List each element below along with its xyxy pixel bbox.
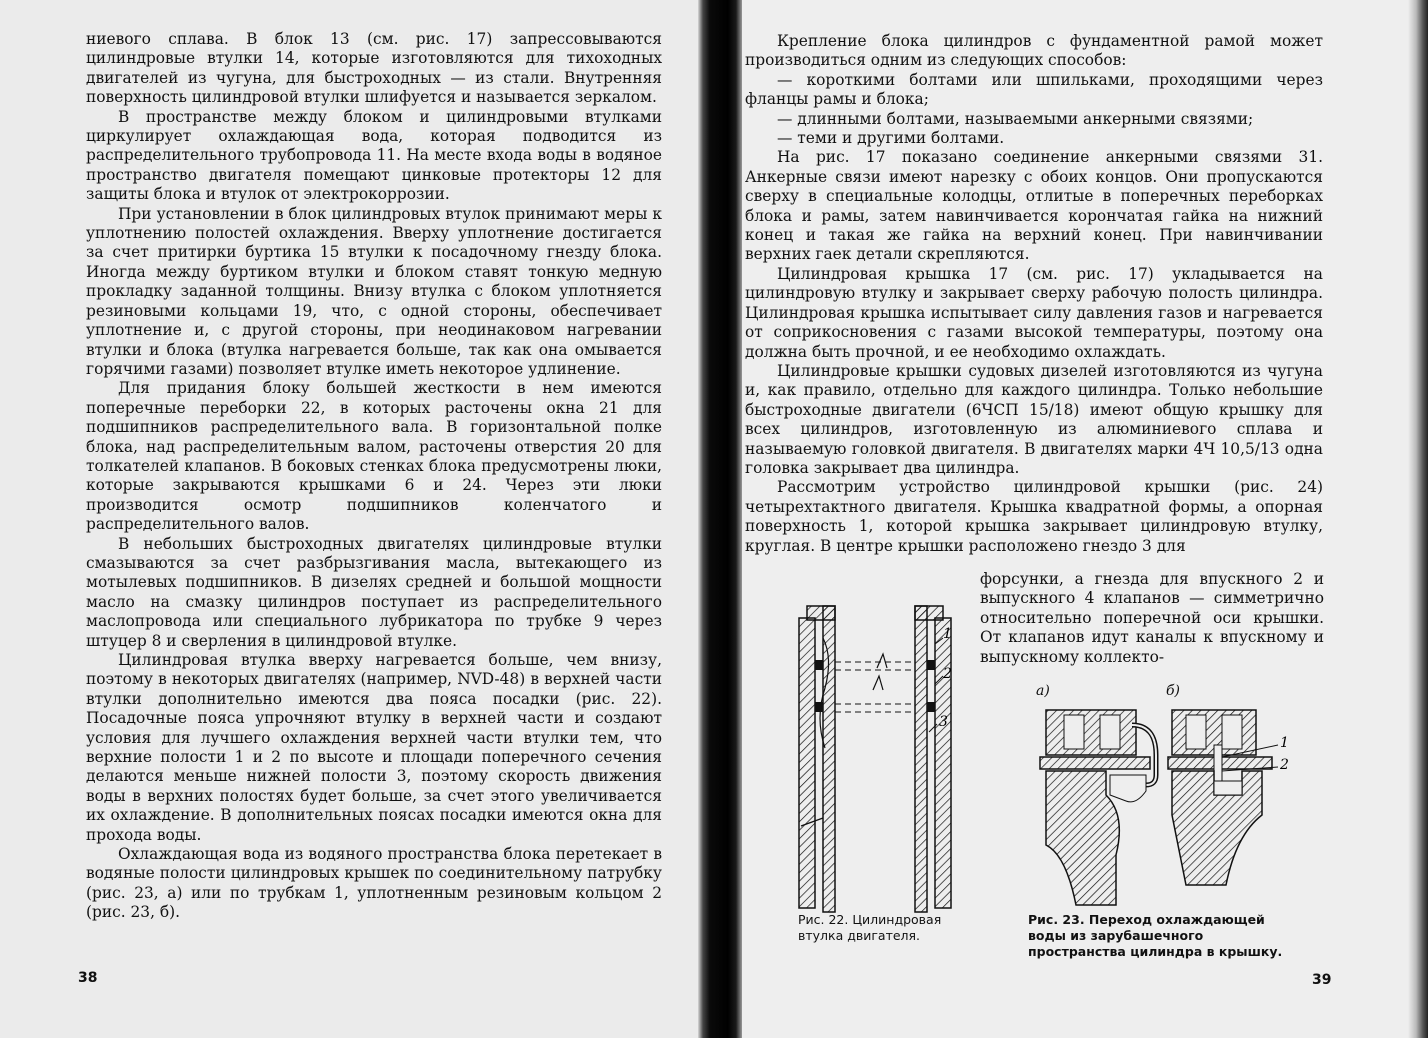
- paragraph: При установлении в блок цилиндровых втулок принимают меры к уплотнению полостей охлаждения. Вверху уплотнение достигается за счет притирки буртика 15 втулки к посадочному гнезду блока. Иногда между буртиком втулки и блоком ставят тонкую медную прокладку заданной толщины. Внизу втулка с блоком уплотняется резиновыми кольцами 19, что, с одной стороны, обеспечивает уплотнение и, с другой стороны, при неодинаковом нагревании втулки и блока (втулка нагревается больше, так как она омывается горячими газами) позволяет втулке иметь некоторое удлинение.: [86, 204, 662, 378]
- figure-22-cylinder-liner: [785, 598, 965, 918]
- paragraph: — длинными болтами, называемыми анкерными связями;: [777, 109, 1254, 128]
- paragraph: Для придания блоку большей жесткости в нем имеются поперечные переборки 22, в которых расточены окна 21 для подшипников распределительного вала. В горизонтальной полке блока, над распределительным валом, расточены отверстия 20 для толкателей клапанов. В боковых стенках блока предусмотрены люки, которые закрываются крышками 6 и 24. Через эти люки производится осмотр подшипников коленчатого и распределительного валов.: [86, 379, 662, 534]
- left-page-body: [86, 30, 662, 923]
- paragraph: Рассмотрим устройство цилиндровой крышки (рис. 24) четырехтактного двигателя. Крышка квадратной формы, а опорная поверхность 1, которой крышка закрывает цилиндровую втулку, круглая. В центре крышки расположено гнездо 3 для: [745, 478, 1323, 555]
- paragraph: В небольших быстроходных двигателях цилиндровые втулки смазываются за счет разбрызгивания масла, вытекающего из мотылевых подшипников. В дизелях средней и большой мощности масло на смазку цилиндров поступает из распределительного маслопровода или специального лубрикатора по трубке 9 через штуцер 8 и сверления в цилиндровой втулке.: [86, 534, 662, 650]
- right-page-body: [745, 32, 1323, 556]
- paragraph: — теми и другими болтами.: [777, 129, 1005, 148]
- paragraph: форсунки, а гнезда для впускного 2 и выпускного 4 клапанов — симметрично относительно поперечной оси крышки. От клапанов идут каналы к впускному и выпускному коллекто-: [980, 570, 1324, 666]
- paragraph: На рис. 17 показано соединение анкерными связями 31. Анкерные связи имеют нарезку с обоих концов. Они пропускаются сверху в специальные колодцы, отлитые в поперечных переборках блока и рамы, затем навинчивается корончатая гайка на нижний конец и такая же гайка на верхний конец. При навинчивании верхних гаек детали скрепляются.: [745, 148, 1323, 264]
- figure-23-water-transfer: [1036, 705, 1296, 910]
- fig23-label-a: а): [1036, 683, 1050, 699]
- fig23-label-b: б): [1166, 683, 1181, 699]
- paragraph: ниевого сплава. В блок 13 (см. рис. 17) запрессовываются цилиндровые втулки 14, которые изготовляются для тихоходных двигателей из чугуна, для быстроходных — из стали. Внутренняя поверхность цилиндровой втулки шлифуется и называется зеркалом.: [86, 30, 662, 107]
- fig22-label-1: 1: [943, 626, 952, 642]
- paragraph: Цилиндровая крышка 17 (см. рис. 17) укладывается на цилиндровую втулку и закрывает сверху рабочую полость цилиндра. Цилиндровая крышка испытывает силу давления газов и нагревается от соприкосновения с газами высокой температуры, поэтому она должна быть прочной, и ее необходимо охлаждать.: [745, 264, 1323, 361]
- page-number-right: 39: [1312, 972, 1332, 988]
- paragraph: Цилиндровые крышки судовых дизелей изготовляются из чугуна и, как правило, отдельно для каждого цилиндра. Только небольшие быстроходные двигатели (6ЧСП 15/18) имеют общую крышку для всех цилиндров, изготовленную из алюминиевого сплава и называемую головкой двигателя. В двигателях марки 4Ч 10,5/13 одна головка закрывает два цилиндра.: [745, 361, 1323, 477]
- figure-22-caption: Рис. 22. Цилиндровая втулка двигателя.: [798, 912, 942, 943]
- fig22-label-2: 2: [943, 666, 952, 682]
- right-page-narrow-column: [980, 570, 1324, 667]
- paragraph: Крепление блока цилиндров с фундаментной рамой может производиться одним из следующих способов:: [745, 32, 1323, 70]
- paragraph: — короткими болтами или шпильками, проходящими через фланцы рамы и блока;: [745, 70, 1323, 109]
- fig23-label-1: 1: [1280, 735, 1289, 751]
- fig23-label-2: 2: [1280, 757, 1289, 773]
- figure-23-caption: Рис. 23. Переход охлаждающей воды из зарубашечного пространства цилиндра в крышку.: [1028, 912, 1283, 959]
- paragraph: Охлаждающая вода из водяного пространства блока перетекает в водяные полости цилиндровых крышек по соединительному патрубку (рис. 23, а) или по трубкам 1, уплотненным резиновым кольцом 2 (рис. 23, б).: [86, 845, 662, 922]
- book-gutter: [698, 0, 742, 1038]
- paragraph: В пространстве между блоком и цилиндровыми втулками циркулирует охлаждающая вода, которая подводится из распределительного трубопровода 11. На месте входа воды в водяное пространство двигателя помещают цинковые протекторы 12 для защиты блока и втулок от электрокоррозии.: [86, 107, 662, 204]
- page-number-left: 38: [78, 970, 98, 986]
- fig22-label-3: 3: [939, 714, 948, 730]
- paragraph: Цилиндровая втулка вверху нагревается больше, чем внизу, поэтому в некоторых двигателях (например, NVD-48) в верхней части втулки дополнительно имеются два пояса посадки (рис. 22). Посадочные пояса упрочняют втулку в верхней части и создают условия для лучшего охлаждения верхней части втулки тем, что верхние полости 1 и 2 по высоте и площади поперечного сечения делаются меньше нижней полости 3, поэтому скорость движения воды в верхних полостях будет больше, за счет этого увеличивается их охлаждение. В дополнительных поясах посадки имеются окна для прохода воды.: [86, 651, 662, 844]
- page-edge-shadow: [1408, 0, 1428, 1038]
